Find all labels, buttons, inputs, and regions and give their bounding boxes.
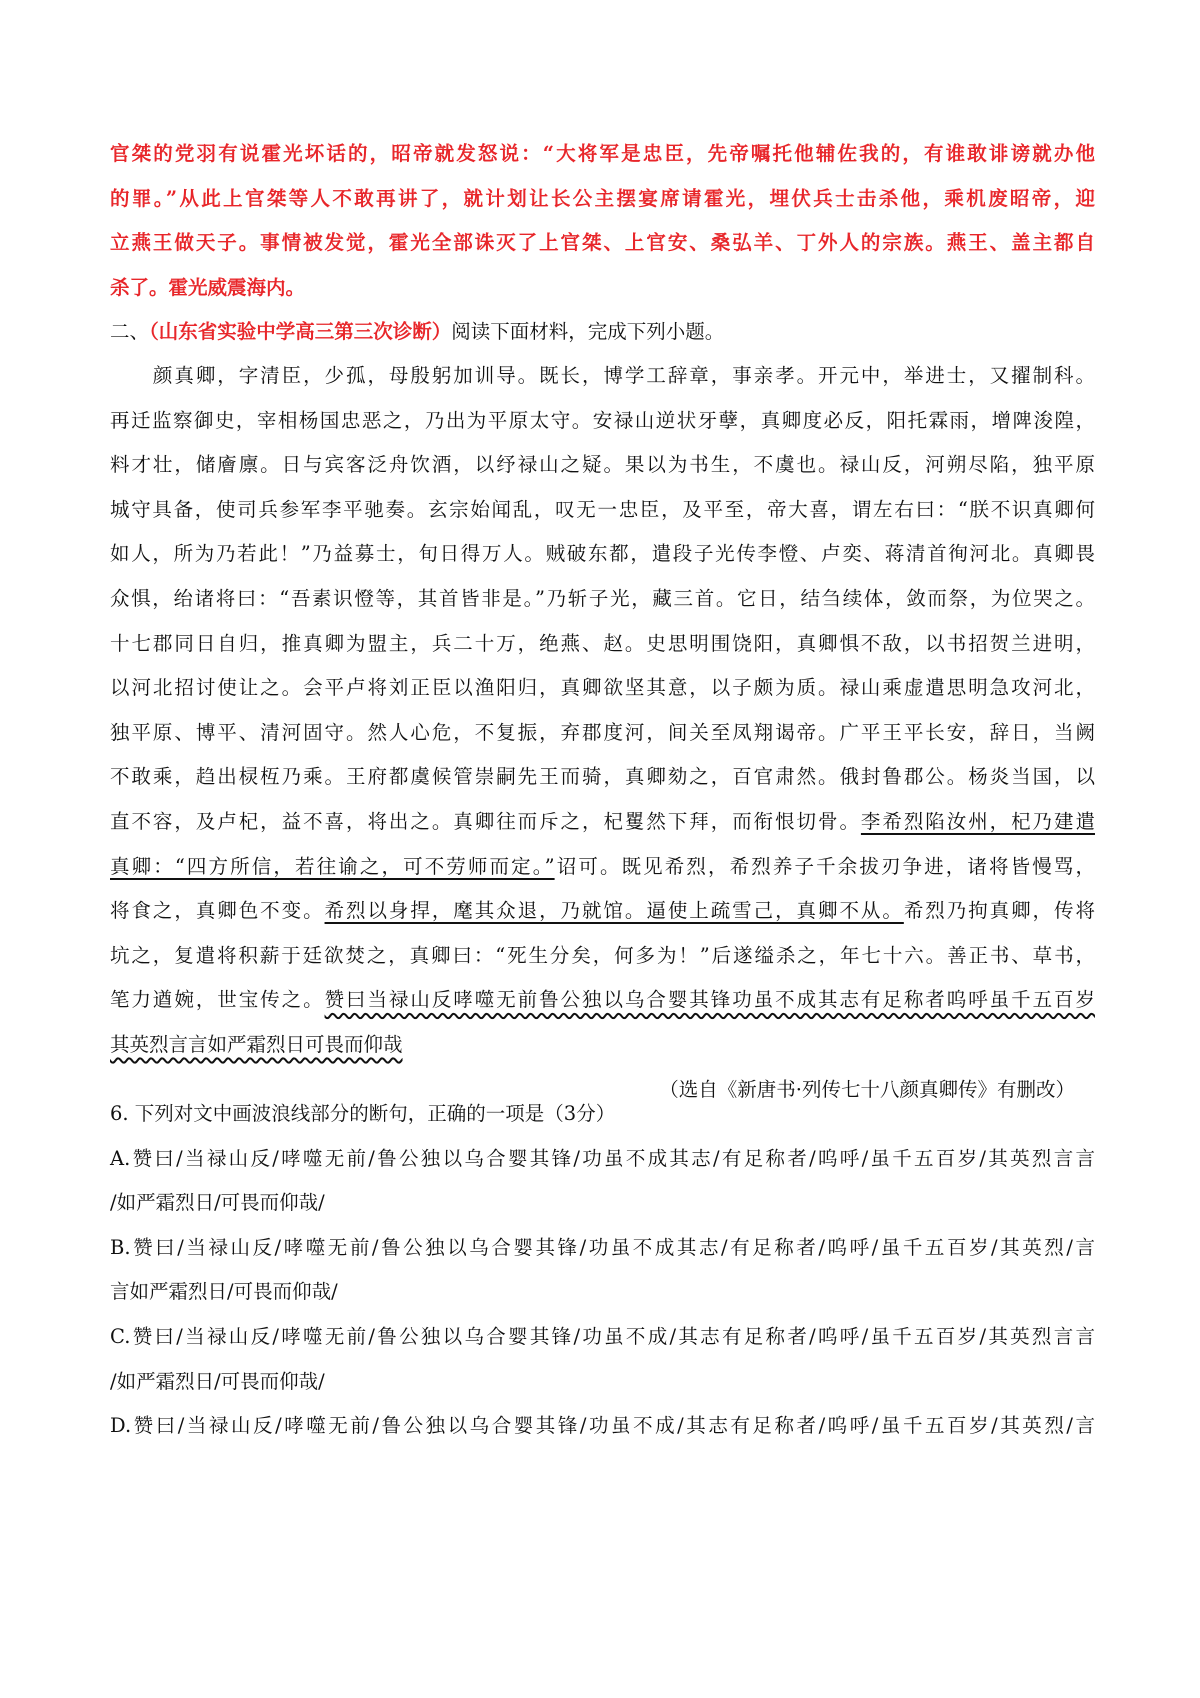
- question-6: [110, 1092, 1095, 1449]
- passage-line: 以河北招讨使让之。会平卢将刘正臣以渔阳归，真卿欲坚其意，以子颇为质。禄山乘虚遣思明急攻河北，: [110, 676, 1095, 700]
- passage-line: [110, 800, 1095, 845]
- underlined-sentence: 李希烈陷汝州，杞乃建遣: [860, 809, 1095, 833]
- translation-line: 立燕王做天子。事情被发觉，霍光全部诛灭了上官桀、上官安、桑弘羊、丁外人的宗族。燕王、盖主都自: [110, 231, 1095, 255]
- wavy-underlined-text: 其英烈言言如严霜烈日可畏而仰哉: [110, 1032, 403, 1056]
- passage-text: 将食之，真卿色不变。: [110, 899, 325, 923]
- translation-paragraph: [110, 132, 1095, 310]
- passage-line: 料才壮，储廥廪。日与宾客泛舟饮酒，以纾禄山之疑。果以为书生，不虞也。禄山反，河朔尽陷，独平原: [110, 453, 1095, 477]
- passage-line: 不敢乘，趋出棂枑乃乘。王府都虞候管崇嗣先王而骑，真卿劾之，百官肃然。俄封鲁郡公。杨炎当国，以: [110, 765, 1095, 789]
- option-d: D.赞曰/当禄山反/哮噬无前/鲁公独以乌合婴其锋/功虽不成/其志有足称者/呜呼/虽千五百岁/其英烈/言: [110, 1414, 1095, 1438]
- passage-text: 笔力遒婉，世宝传之。: [110, 988, 325, 1012]
- classical-passage: [110, 354, 1095, 1112]
- section-source: （山东省实验中学高三第三次诊断）: [149, 320, 452, 343]
- section-number: 二、: [110, 320, 150, 343]
- underlined-sentence: 真卿：“四方所信，若往谕之，可不劳师而定。”: [110, 854, 555, 878]
- underlined-sentence: 希烈以身捍，麾其众退，乃就馆。逼使上疏雪己，真卿不从。: [324, 899, 904, 923]
- citation: （选自《新唐书·列传七十八颜真卿传》有删改）: [659, 1077, 1075, 1101]
- section-instruction: 阅读下面材料，完成下列小题。: [451, 320, 725, 343]
- option-b-cont: 言如严霜烈日/可畏而仰哉/: [110, 1280, 338, 1304]
- passage-line: [110, 845, 1095, 890]
- option-a: A.赞曰/当禄山反/哮噬无前/鲁公独以乌合婴其锋/功虽不成其志/有足称者/呜呼/虽千五百岁/其英烈言言: [110, 1146, 1095, 1170]
- passage-line: [110, 889, 1095, 934]
- passage-line: 十七郡同日自归，推真卿为盟主，兵二十万，绝燕、赵。史思明围饶阳，真卿惧不敌，以书招贺兰进明，: [110, 631, 1095, 655]
- passage-text: 直不容，及卢杞，益不喜，将出之。真卿往而斥之，杞矍然下拜，而衔恨切骨。: [110, 809, 861, 833]
- passage-line: 颜真卿，字清臣，少孤，母殷躬加训导。既长，博学工辞章，事亲孝。开元中，举进士，又擢制科。: [110, 364, 1095, 387]
- passage-line: 坑之，复遣将积薪于廷欲焚之，真卿曰：“死生分矣，何多为！”后遂缢杀之，年七十六。善正书、草书，: [110, 943, 1095, 967]
- section-heading: [110, 310, 1095, 355]
- option-c: C.赞曰/当禄山反/哮噬无前/鲁公独以乌合婴其锋/功虽不成/其志有足称者/呜呼/虽千五百岁/其英烈言言: [110, 1324, 1095, 1348]
- translation-line: 官桀的党羽有说霍光坏话的，昭帝就发怒说：“大将军是忠臣，先帝嘱托他辅佐我的，有谁敢诽谤就办他: [110, 142, 1095, 165]
- passage-line: 众惧，绐诸将曰：“吾素识憕等，其首皆非是。”乃斩子光，藏三首。它日，结刍续体，敛而祭，为位哭之。: [110, 586, 1095, 610]
- passage-text: 诏可。既见希烈，希烈养子千余拔刃争进，诸将皆慢骂，: [554, 854, 1095, 878]
- passage-line: 城守具备，使司兵参军李平驰奏。玄宗始闻乱，叹无一忠臣，及平至，帝大喜，谓左右曰：“朕不识真卿何: [110, 497, 1095, 521]
- passage-line: 如人，所为乃若此！”乃益募士，旬日得万人。贼破东都，遣段子光传李憕、卢奕、蒋清首徇河北。真卿畏: [110, 542, 1095, 566]
- option-a-cont: /如严霜烈日/可畏而仰哉/: [110, 1191, 325, 1215]
- wavy-underlined-text: 赞曰当禄山反哮噬无前鲁公独以乌合婴其锋功虽不成其志有足称者呜呼虽千五百岁: [324, 988, 1095, 1012]
- passage-line: 独平原、博平、清河固守。然人心危，不复振，弃郡度河，间关至凤翔谒帝。广平王平长安，辞日，当阙: [110, 720, 1095, 744]
- passage-line: 再迁监察御史，宰相杨国忠恶之，乃出为平原太守。安禄山逆状牙孽，真卿度必反，阳托霖雨，增陴浚隍，: [110, 408, 1095, 432]
- passage-text: 希烈乃拘真卿，传将: [903, 899, 1095, 923]
- translation-line: 的罪。”从此上官桀等人不敢再讲了，就计划让长公主摆宴席请霍光，埋伏兵士击杀他，乘机废昭帝，迎: [110, 186, 1095, 210]
- passage-line: [110, 1023, 1095, 1068]
- translation-line: 杀了。霍光威震海内。: [110, 275, 306, 299]
- passage-line: [110, 978, 1095, 1023]
- question-stem: 6. 下列对文中画波浪线部分的断句，正确的一项是（3分）: [110, 1102, 616, 1125]
- option-c-cont: /如严霜烈日/可畏而仰哉/: [110, 1369, 325, 1393]
- option-b: B.赞曰/当禄山反/哮噬无前/鲁公独以乌合婴其锋/功虽不成其志/有足称者/呜呼/虽千五百岁/其英烈/言: [110, 1235, 1095, 1259]
